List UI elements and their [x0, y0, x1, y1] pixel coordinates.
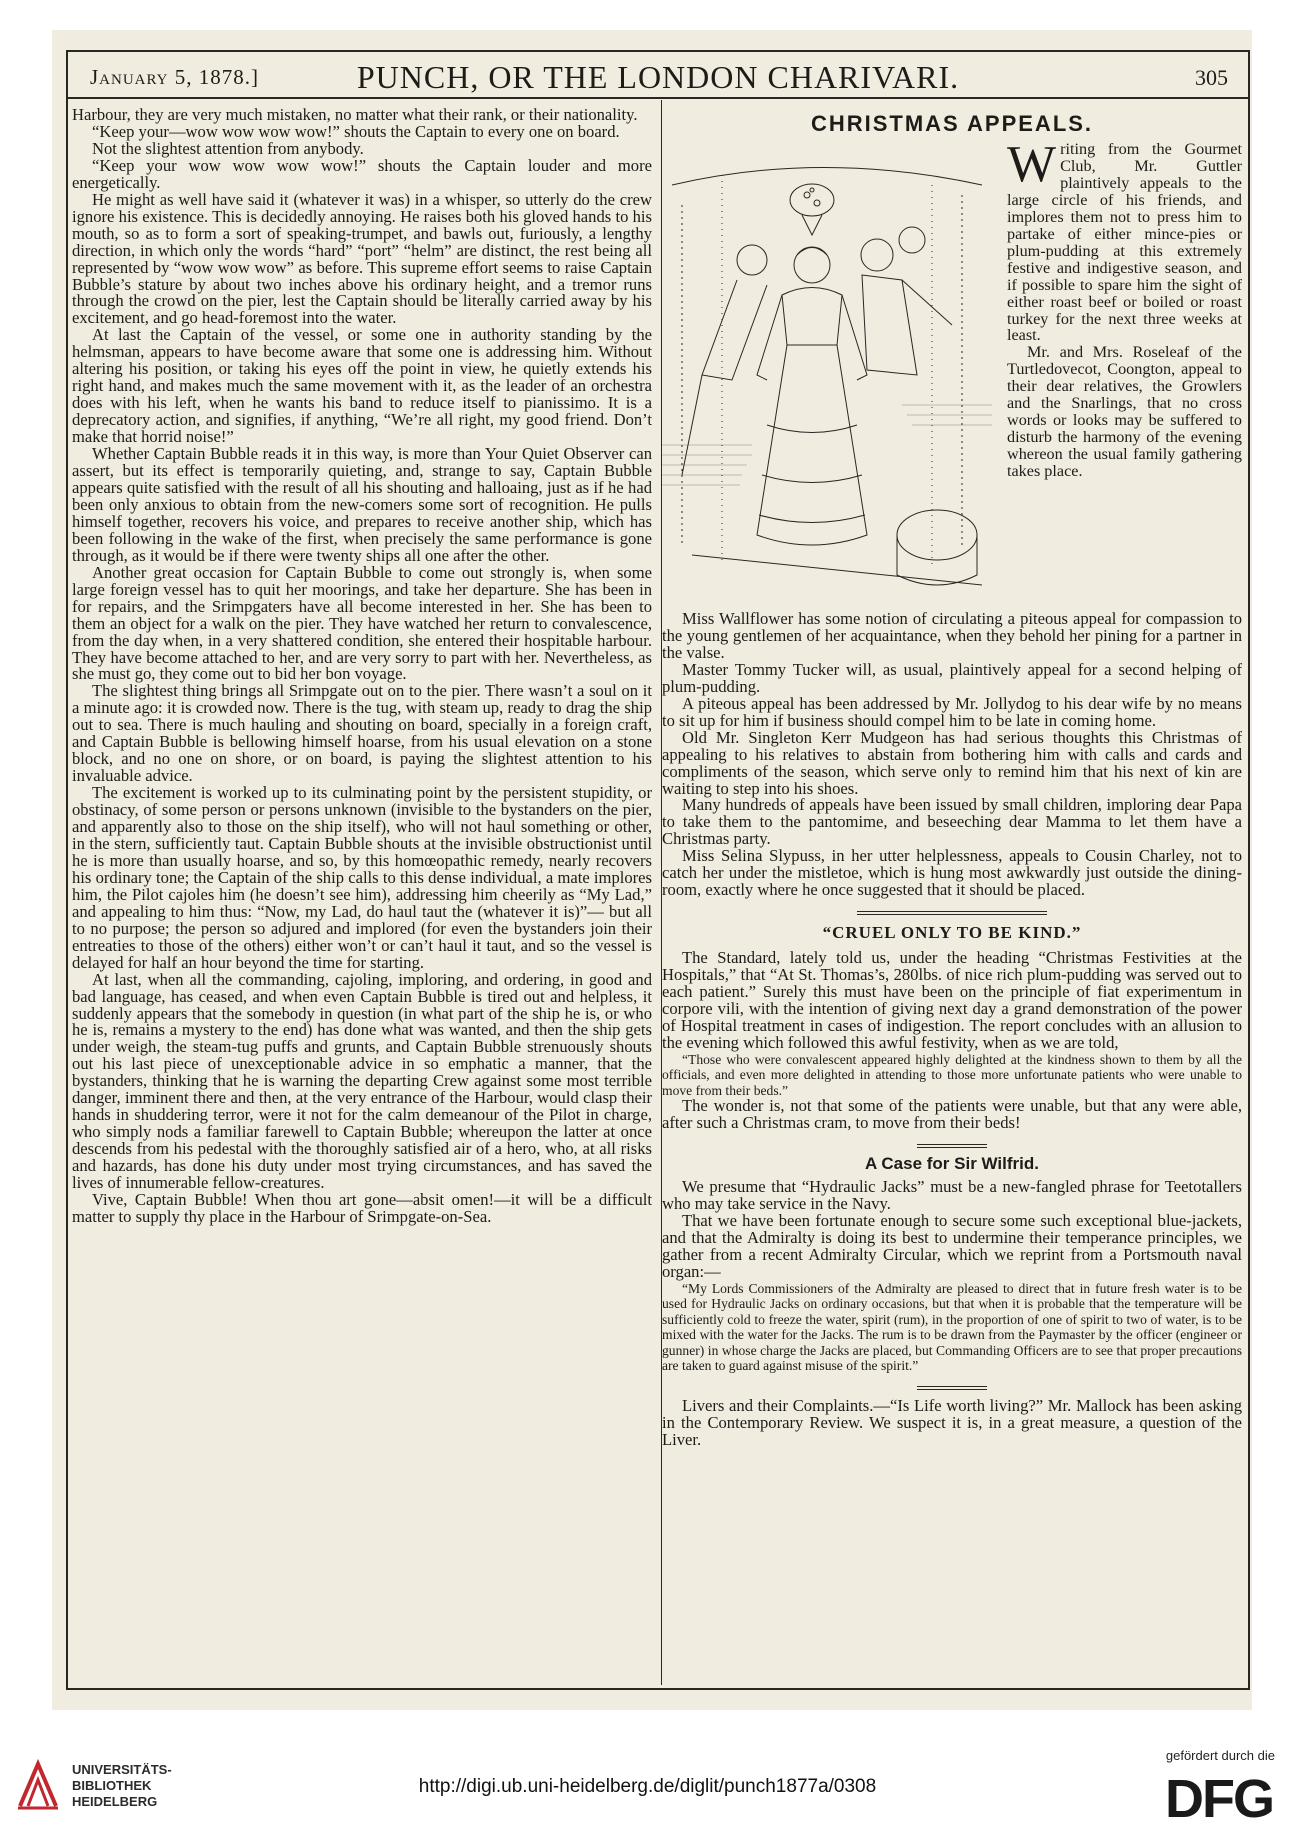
- paragraph: Vive, Captain Bubble! When thou art gone—absit omen!—it will be a difficult matter to supply thy place in the Harbour of Srimpgate-on-Sea.: [72, 1190, 652, 1226]
- institution-line: BIBLIOTHEK: [72, 1778, 152, 1793]
- paragraph: Miss Wallflower has some notion of circulating a piteous appeal for compassion to the young gentlemen of her acquaintance, when they behold her pining for a partner in the valse.: [662, 609, 1242, 662]
- paragraph: That we have been fortunate enough to secure some such exceptional blue-jackets, and that the Admiralty is doing its best to undermine their temperance principles, we gather from a recent Admiralty Circular, which we reprint from a Portsmouth naval organ:—: [662, 1211, 1242, 1281]
- paragraph: Whether Captain Bubble reads it in this way, is more than Your Quiet Observer can assert, but its effect is temporarily quieting, and, strange to say, Captain Bubble appears quite satisfied with the result of all his shouting and halloaing, just as if he had been only anxious to obtain from the new-comers some sort of recognition. He pulls himself together, recovers his voice, and prepares to receive another ship, which has been following in the wake of the first, when precisely the same performance is gone through, as it would be if there were twenty ships all one after the other.: [72, 444, 652, 565]
- institution-line: HEIDELBERG: [72, 1794, 158, 1809]
- paragraph: We presume that “Hydraulic Jacks” must be a new-fangled phrase for Teetotallers who may take service in the Navy.: [662, 1177, 1242, 1214]
- section-divider: [857, 911, 1047, 915]
- paragraph: Many hundreds of appeals have been issued by small children, imploring dear Papa to take them to the pantomime, and beseeching dear Mamma to let them have a Christmas party.: [662, 795, 1242, 849]
- paragraph: Another great occasion for Captain Bubble to come out strongly is, when some large foreign vessel has to quit her moorings, and take her departure. She has been in for repairs, and the Srimpgaters have all become interested in her. She has been to them an object for a walk on the pier. They have watched her return to convalescence, from the day when, in a very shattered condition, she entered their hospitable harbour. They have become attached to her, and are very sorry to part with her. Nevertheless, as she must go, they come out to bid her bon voyage.: [72, 562, 652, 684]
- dfg-logo[interactable]: DFG: [1165, 1769, 1273, 1829]
- paragraph: “Keep your—wow wow wow wow!” shouts the Captain to every one on board.: [92, 121, 620, 141]
- illustration-woman-under-mistletoe-icon: [662, 145, 997, 605]
- side-paragraph: [1007, 136, 1242, 345]
- institution-line: UNIVERSITÄTS-: [72, 1762, 172, 1777]
- section-divider: [917, 1386, 987, 1390]
- paragraph: Not the slightest attention from anybody.: [92, 138, 364, 158]
- right-column: [662, 107, 1242, 1449]
- masthead-title: PUNCH, OR THE LONDON CHARIVARI.: [356, 59, 960, 95]
- paragraph: The Standard, lately told us, under the heading “Christmas Festivities at the Hospitals,” that “At St. Thomas’s, 280lbs. of nice rich plum-pudding was served out to each patient.” Surely this must have been on the principle of fiat experimentum in corpore vili, with the intention of giving next day a grand demonstration of the power of Hospital treatment in cases of indigestion. The report concludes with an allusion to the evening which followed this awful festivity, when as we are told,: [662, 948, 1242, 1052]
- left-column: [72, 107, 652, 1677]
- sir-wilfrid-heading: A Case for Sir Wilfrid.: [865, 1154, 1039, 1174]
- christmas-appeals-side-text: [1007, 136, 1242, 481]
- paragraph: The slightest thing brings all Srimpgate out on to the pier. There wasn’t a soul on it a minute ago: it is crowded now. There is the tug, with steam up, ready to drag the ship out to sea. There is much hauling and shouting on board, specially in a foreign craft, and Captain Bubble is bellowing himself hoarse, from his usual elevation on a stone block, and no one on shore, or on board, is paying the slightest attention to his invaluable advice.: [72, 681, 652, 786]
- side-paragraph: Mr. and Mrs. Roseleaf of the Turtledovecot, Coongton, appeal to their dear relatives, the Growlers and the Snarlings, that no cross words or looks may be suffered to disturb the harmony of the evening whereon the usual family gathering takes place.: [1007, 343, 1242, 481]
- drop-cap: W: [1007, 136, 1057, 193]
- cruel-only-heading: “CRUEL ONLY TO BE KIND.”: [822, 923, 1082, 943]
- paragraph: “Keep your wow wow wow wow!” shouts the Captain louder and more energetically.: [72, 155, 652, 192]
- paragraph: Harbour, they are very much mistaken, no matter what their rank, or their nationality.: [72, 107, 638, 124]
- side-paragraph-text: riting from the Gourmet Club, Mr. Guttler plaintively appeals to the large circle of his friends, and implores them not to press him to partake of either mince-pies or plum-pudding at this extremely festive and indigestive season, and if possible to spare him the sight of either roast beef or boiled or roast turkey for the next three weeks at least.: [1007, 140, 1242, 345]
- viewer-footer: [0, 1738, 1295, 1833]
- paragraph: Livers and their Complaints.—“Is Life worth living?” Mr. Mallock has been asking in the Contemporary Review. We suspect it is, in a great measure, a question of the Liver.: [662, 1395, 1242, 1449]
- paragraph: The excitement is worked up to its culminating point by the persistent stupidity, or obstinacy, of some person or persons unknown (invisible to the bystanders on the pier, and apparently also to those on the ship itself), who will not haul something or other, in the stern, sufficiently taut. Captain Bubble shouts at the invisible obstructionist until he is more than usually hoarse, and so, by this homœopathic remedy, nearly recovers his ordinary tone; the Captain of the ship calls to this dense individual, a mate implores him, the Pilot cajoles him (he doesn’t see him), addressing him cheerily as “My Lad,” and appealing to him thus: “Now, my Lad, do haul taut the (whatever it is)”— but all to no purpose; the person so adjured and implored (for even the bystanders join their entreaties to those of the others) either won’t or can’t haul it taut, and so the vessel is delayed for half an hour beyond the time for starting.: [72, 783, 652, 972]
- masthead: [68, 55, 1248, 99]
- page-number: 305: [1195, 65, 1228, 90]
- paragraph: The wonder is, not that some of the patients were unable, but that any were able, after such a Christmas cram, to move from their beds!: [662, 1096, 1242, 1133]
- masthead-date: January 5, 1878.]: [90, 65, 260, 89]
- christmas-appeals-intro: [662, 136, 1242, 611]
- paragraph: At last the Captain of the vessel, or some one in authority standing by the helmsman, appears to have become aware that some one is addressing him. Without altering his position, or taking his eyes off the point in view, he quietly extends his right hand, and makes much the same movement with it, as the leader of an orchestra does with his left, when he wants his band to reduce itself to pianissimo. It is a deprecatory action, and signifies, if anything, “We’re all right, my good friend. Don’t make that horrid noise!”: [72, 325, 652, 447]
- block-quote: “My Lords Commissioners of the Admiralty are pleased to direct that in future fresh water is to be used for Hydraulic Jacks on ordinary occasions, but that when it is probable that the temperature will be sufficiently cold to freeze the water, spirit (rum), in the proportion of one of spirit to two of water, is to be mixed with the water for the Jacks. The rum is to be drawn from the Paymaster by the officer (engineer or gunner) in whose charge the Jacks are placed, but Commanding Officers are to see that proper precautions are taken to guard against misuse of the spirit.”: [662, 1280, 1242, 1374]
- paragraph: At last, when all the commanding, cajoling, imploring, and ordering, in good and bad language, has ceased, and when even Captain Bubble is tired out and helpless, it suddenly appears that the somebody in question (in what part of the ship he is, or who he is, remains a mystery to the end) has done what was wanted, and then the ship gets under weigh, the steam-tug puffs and grunts, and Captain Bubble strenuously shouts out his last piece of unexceptionable advice in so emphatic a manner, that the bystanders, thinking that he is warning the departing Crew against some most terrible danger, imminent there and then, at the very entrance of the Harbour, would clasp their hands in shuddering terror, were it not for the calm demeanour of the Pilot in charge, who simply nods a familiar farewell to Captain Bubble; whereupon the latter at once descends from his pedestal with the thoroughly satisfied air of a hero, who, at all risks and hazards, has done his duty under most trying circumstances, and has saved the lives of innumerable fellow-creatures.: [72, 969, 652, 1193]
- paragraph: A piteous appeal has been addressed by Mr. Jollydog to his dear wife by no means to sit up for him if business should compel him to be late in coming home.: [662, 693, 1242, 730]
- paragraph: Master Tommy Tucker will, as usual, plaintively appeal for a second helping of plum-pudding.: [662, 659, 1242, 696]
- paragraph: Old Mr. Singleton Kerr Mudgeon has had serious thoughts this Christmas of appealing to his relatives to abstain from bothering him with calls and cards and compliments of the season, which serve only to remind him that his next of kin are waiting to step into his shoes.: [662, 727, 1242, 798]
- section-divider: [917, 1144, 987, 1148]
- block-quote: “Those who were convalescent appeared highly delighted at the kindness shown to them by all the officials, and even more delighted in attending to those more unfortunate patients who were unable to move from their beds.”: [662, 1051, 1242, 1098]
- paragraph: Miss Selina Slypuss, in her utter helplessness, appeals to Cousin Charley, not to catch her under the mistletoe, which is hung most awkwardly just outside the dining-room, exactly where he once suggested that it should be placed.: [662, 846, 1242, 900]
- permalink-url[interactable]: http://digi.ub.uni-heidelberg.de/diglit/punch1877a/0308: [418, 1776, 877, 1797]
- paragraph: He might as well have said it (whatever it was) in a whisper, so utterly do the crew ignore his existence. This is decidedly annoying. He raises both his gloved hands to his mouth, so as to form a sort of speaking-trumpet, and bawls out, furiously, a lengthy direction, in which only the words “hard” “port” “helm” are distinct, the rest being all represented by “wow wow wow” as before. This supreme effort seems to raise Captain Bubble’s stature by about two inches above his ordinary height, and a tremor runs through the crowd on the pier, lest the Captain should be literally carried away by his excitement, and go head-foremost into the water.: [72, 189, 652, 328]
- christmas-appeals-heading: CHRISTMAS APPEALS.: [810, 111, 1094, 136]
- funded-by-label: gefördert durch die: [1165, 1748, 1275, 1763]
